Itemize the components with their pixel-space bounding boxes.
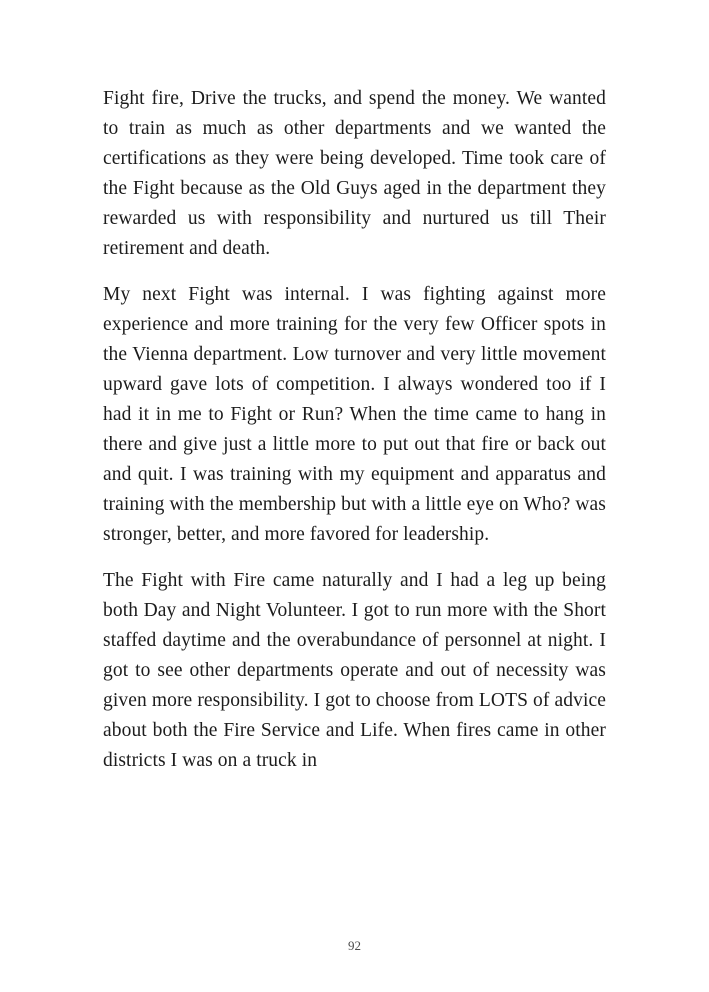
paragraph-1: Fight fire, Drive the trucks, and spend the money. We wanted to train as much as other departments and we wanted the certifications as they were being developed. Time took care of the Fight because as the Old Guys aged in the department they rewarded us with responsibility and nurtured us till Their retirement and death. xyxy=(103,88,606,259)
paragraph-2: My next Fight was internal. I was fighting against more experience and more training for the very few Officer spots in the Vienna department. Low turnover and very little movement upward gave lots of competition. I always wondered too if I had it in me to Fight or Run? When the time came to hang in there and give just a little more to put out that fire or back out and quit. I was training with my equipment and apparatus and training with the membership but with a little eye on Who? was stronger, better, and more favored for leadership. xyxy=(103,284,606,545)
page-number: 92 xyxy=(348,938,361,953)
paragraph-3: The Fight with Fire came naturally and I had a leg up being both Day and Night Volunteer. I got to run more with the Short staffed daytime and the overabundance of personnel at night. I got to see other departments operate and out of necessity was given more responsibility. I got to choose from LOTS of advice about both the Fire Service and Life. When fires came in other districts I was on a truck in xyxy=(103,570,606,771)
page-body xyxy=(103,84,606,792)
